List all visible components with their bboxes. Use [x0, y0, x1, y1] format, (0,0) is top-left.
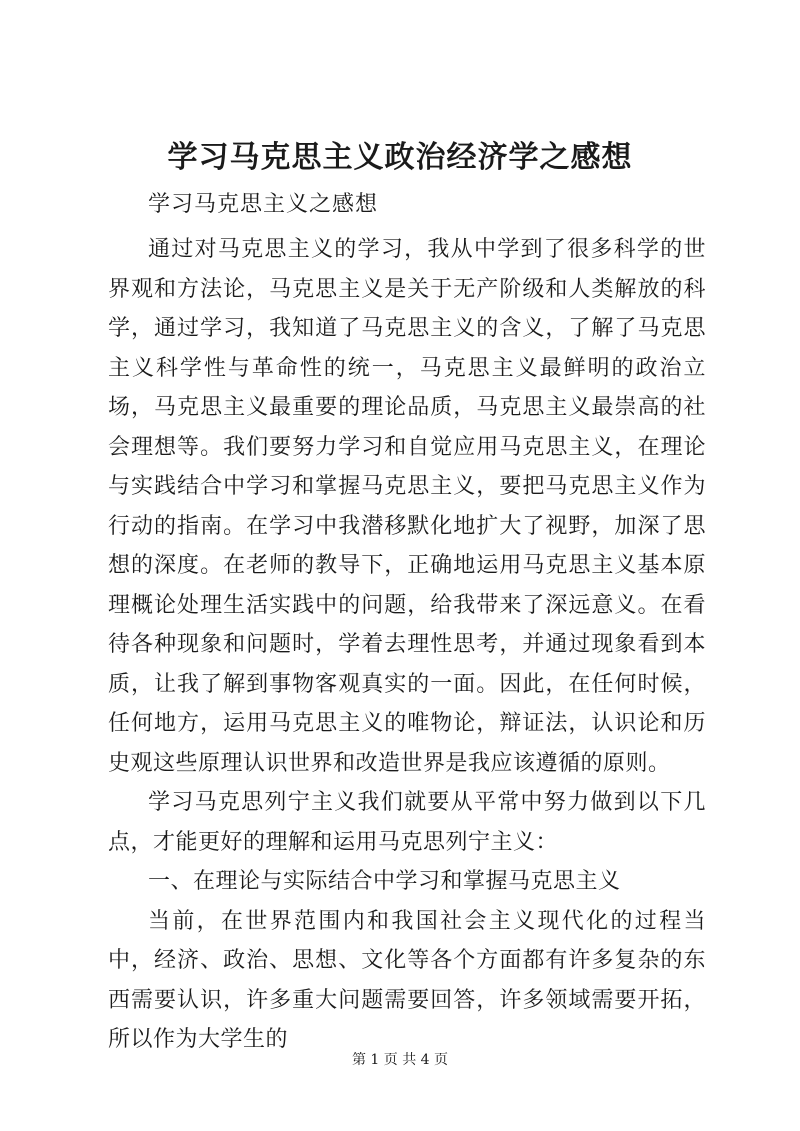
document-title: 学习马克思主义政治经济学之感想 [167, 140, 633, 175]
paragraph: 学习马克思列宁主义我们就要从平常中努力做到以下几点，才能更好的理解和运用马克思列宁主义： [108, 790, 706, 855]
paragraph: 当前，在世界范围内和我国社会主义现代化的过程当中，经济、政治、思想、文化等各个方面都有许多复杂的东西需要认识，许多重大问题需要回答，许多领域需要开拓，所以作为大学生的 [108, 908, 706, 1052]
page-footer: 第 1 页 共 4 页 [351, 1052, 449, 1068]
document-body [108, 230, 706, 1060]
paragraph: 通过对马克思主义的学习，我从中学到了很多科学的世界观和方法论，马克思主义是关于无产阶级和人类解放的科学，通过学习，我知道了马克思主义的含义，了解了马克思主义科学性与革命性的统一，马克思主义最鲜明的政治立场，马克思主义最重要的理论品质，马克思主义最崇高的社会理想等。我们要努力学习和自觉应用马克思主义，在理论与实践结合中学习和掌握马克思主义，要把马克思主义作为行动的指南。在学习中我潜移默化地扩大了视野，加深了思想的深度。在老师的教导下，正确地运用马克思主义基本原理概论处理生活实践中的问题，给我带来了深远意义。在看待各种现象和问题时，学着去理性思考，并通过现象看到本质，让我了解到事物客观真实的一面。因此，在任何时候，任何地方，运用马克思主义的唯物论，辩证法，认识论和历史观这些原理认识世界和改造世界是我应该遵循的原则。 [108, 237, 706, 776]
document-subtitle: 学习马克思主义之感想 [148, 192, 379, 217]
paragraph: 一、在理论与实际结合中学习和掌握马克思主义 [148, 869, 621, 894]
